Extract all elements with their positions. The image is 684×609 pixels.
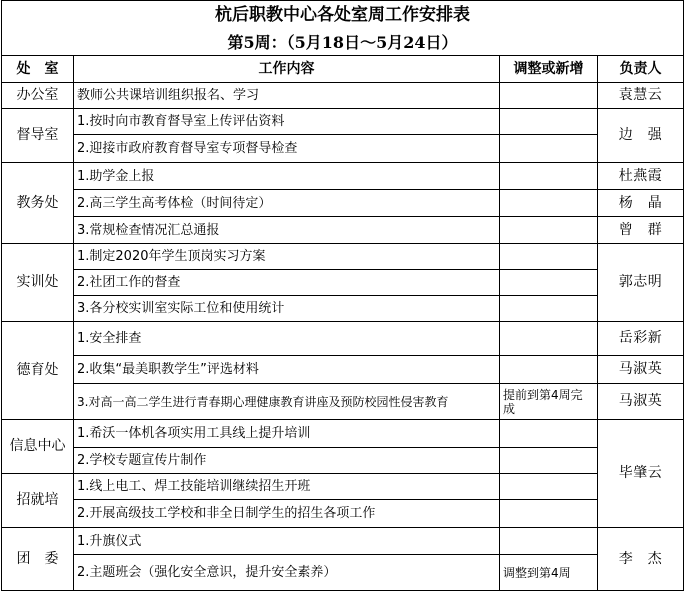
- table-row: [2, 322, 684, 356]
- owner-cell: 李 杰: [598, 528, 684, 591]
- adjust-cell: [500, 163, 598, 190]
- adjust-cell: [500, 322, 598, 356]
- task-cell: 3.对高一高二学生进行青春期心理健康教育讲座及预防校园性侵害教育: [74, 384, 500, 420]
- schedule-table: [1, 0, 684, 591]
- task-cell: 2.开展高级技工学校和非全日制学生的招生各项工作: [74, 500, 500, 528]
- header-row: [2, 56, 684, 83]
- task-cell: 2.社团工作的督查: [74, 270, 500, 296]
- owner-cell: 马淑英: [598, 384, 684, 420]
- adjust-cell: [500, 109, 598, 135]
- task-cell: 教师公共课培训组织报名、学习: [74, 83, 500, 109]
- table-row: [2, 244, 684, 270]
- adjust-cell: [500, 135, 598, 163]
- adjust-cell: 调整到第4周: [500, 555, 598, 591]
- adjust-cell: [500, 500, 598, 528]
- dept-supervision: 督导室: [2, 109, 74, 163]
- task-cell: 1.希沃一体机各项实用工具线上提升培训: [74, 420, 500, 448]
- table-row: [2, 555, 684, 591]
- header-adjust: 调整或新增: [500, 56, 598, 83]
- owner-cell: 杜燕霞: [598, 163, 684, 190]
- owner-cell: 袁慧云: [598, 83, 684, 109]
- task-cell: 1.线上电工、焊工技能培训继续招生开班: [74, 474, 500, 500]
- dept-enroll: 招就培: [2, 474, 74, 528]
- task-cell: 1.升旗仪式: [74, 528, 500, 555]
- task-cell: 2.高三学生高考体检（时间待定）: [74, 190, 500, 217]
- table-row: [2, 217, 684, 244]
- adjust-cell: [500, 244, 598, 270]
- adjust-cell: [500, 356, 598, 384]
- table-row: [2, 448, 684, 474]
- table-title: 杭后职教中心各处室周工作安排表: [2, 1, 684, 30]
- table-row: [2, 296, 684, 322]
- adjust-cell: 提前到第4周完成: [500, 384, 598, 420]
- task-cell: 1.按时向市教育督导室上传评估资料: [74, 109, 500, 135]
- table-row: [2, 163, 684, 190]
- table-row: [2, 135, 684, 163]
- owner-cell: 边 强: [598, 109, 684, 163]
- task-cell: 1.制定2020年学生顶岗实习方案: [74, 244, 500, 270]
- table-row: [2, 356, 684, 384]
- task-cell: 2.主题班会（强化安全意识，提升安全素养）: [74, 555, 500, 591]
- dept-league: 团 委: [2, 528, 74, 591]
- owner-cell: 杨 晶: [598, 190, 684, 217]
- header-content: 工作内容: [74, 56, 500, 83]
- owner-cell: 毕肇云: [598, 420, 684, 528]
- table-row: [2, 474, 684, 500]
- header-owner: 负责人: [598, 56, 684, 83]
- task-cell: 3.常规检查情况汇总通报: [74, 217, 500, 244]
- dept-office: 办公室: [2, 83, 74, 109]
- dept-academic: 教务处: [2, 163, 74, 244]
- adjust-cell: [500, 448, 598, 474]
- table-row: [2, 83, 684, 109]
- adjust-cell: [500, 190, 598, 217]
- adjust-cell: [500, 296, 598, 322]
- table-row: [2, 270, 684, 296]
- task-cell: 1.助学金上报: [74, 163, 500, 190]
- adjust-cell: [500, 420, 598, 448]
- owner-cell: 马淑英: [598, 356, 684, 384]
- table-row: [2, 109, 684, 135]
- owner-cell: 曾 群: [598, 217, 684, 244]
- table-row: [2, 420, 684, 448]
- dept-moral: 德育处: [2, 322, 74, 420]
- adjust-cell: [500, 270, 598, 296]
- dept-info: 信息中心: [2, 420, 74, 474]
- table-row: [2, 384, 684, 420]
- adjust-cell: [500, 217, 598, 244]
- task-cell: 2.迎接市政府教育督导室专项督导检查: [74, 135, 500, 163]
- dept-training: 实训处: [2, 244, 74, 322]
- table-row: [2, 190, 684, 217]
- task-cell: 2.学校专题宣传片制作: [74, 448, 500, 474]
- adjust-cell: [500, 474, 598, 500]
- header-dept: 处 室: [2, 56, 74, 83]
- task-cell: 1.安全排查: [74, 322, 500, 356]
- adjust-cell: [500, 528, 598, 555]
- table-row: [2, 528, 684, 555]
- owner-cell: 岳彩新: [598, 322, 684, 356]
- week-subtitle: 第5周：（5月18日～5月24日）: [2, 29, 684, 56]
- task-cell: 3.各分校实训室实际工位和使用统计: [74, 296, 500, 322]
- task-cell: 2.收集“最美职教学生”评选材料: [74, 356, 500, 384]
- adjust-cell: [500, 83, 598, 109]
- table-row: [2, 500, 684, 528]
- owner-cell: 郭志明: [598, 244, 684, 322]
